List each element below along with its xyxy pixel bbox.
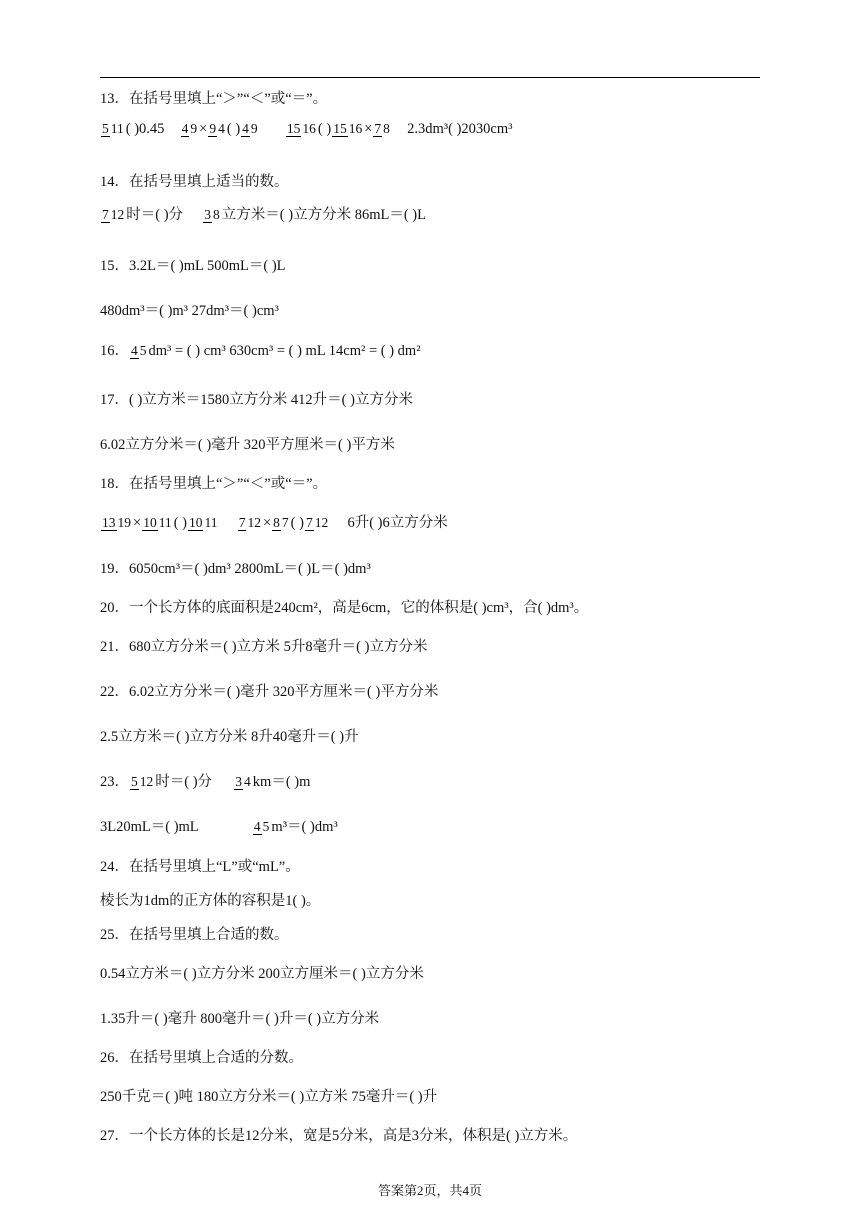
question-17-row-1: 17．( )立方米＝1580立方分米 412升＝( )立方分米 [100,391,413,408]
fraction: 5 12 [131,774,154,790]
question-19-row: 19．6050cm³＝( )dm³ 2800mL＝( )L＝( )dm³ [100,560,371,577]
fraction: 5 11 [102,121,124,137]
question-25-row-1: 0.54立方米＝( )立方分米 200立方厘米＝( )立方分米 [100,965,424,982]
fraction: 4 9 [181,121,198,137]
fraction: 7 12 [102,207,125,223]
question-18-title: 18．在括号里填上“＞”“＜”或“＝”。 [100,475,328,492]
fraction: 4 5 [253,819,270,835]
question-26-row: 250千克＝( )吨 180立方分米＝( )立方米 75毫升＝( )升 [100,1088,438,1105]
fraction: 10 11 [188,515,218,531]
fraction: 15 16 [333,121,363,137]
question-23-row-1: 23． 5 12 时＝( )分 3 4 km＝( )m [100,773,311,790]
fraction: 7 12 [305,515,329,531]
question-27-row: 27．一个长方体的长是12分米，宽是5分米，高是3分米，体积是( )立方米。 [100,1127,578,1144]
question-22-row-1: 22．6.02立方分米＝( )毫升 320平方厘米＝( )平方分米 [100,683,439,700]
fraction: 13 19 [102,515,131,531]
question-17-row-2: 6.02立方分米＝( )毫升 320平方厘米＝( )平方米 [100,436,395,453]
fraction: 4 9 [242,121,258,137]
page-footer: 答案第2页，共4页 [377,1183,482,1198]
fraction: 3 4 [235,774,251,790]
fraction: 9 4 [209,121,225,137]
question-20-row: 20．一个长方体的底面积是240cm²，高是6cm，它的体积是( )cm³，合( )dm³。 [100,599,589,616]
fraction: 7 8 [374,121,390,137]
blank-text: ( )0.45 [125,120,165,137]
fraction: 8 7 [273,515,289,531]
question-25-row-2: 1.35升＝( )毫升 800毫升＝( )升＝( )立方分米 [100,1010,380,1027]
fraction: 7 12 [238,515,261,531]
question-16-row: 16． 4 5 dm³ = ( ) cm³ 630cm³ = ( ) mL 14cm² = ( ) dm² [100,342,421,359]
blank-text: ( ) [317,120,332,137]
question-24-row: 棱长为1dm的正方体的容积是1( )。 [100,892,321,909]
question-21-row: 21．680立方分米＝( )立方米 5升8毫升＝( )立方分米 [100,638,428,655]
question-26-title: 26．在括号里填上合适的分数。 [100,1049,303,1066]
blank-text: ( ) [226,120,241,137]
question-18-row: 13 19 × 10 11 ( ) 10 11 7 12 × 8 7 ( ) 7 12 6升( )6立方分米 [102,514,448,531]
fraction: 3 8 [204,207,220,223]
question-15-row-2: 480dm³＝( )m³ 27dm³＝( )cm³ [100,302,279,319]
question-13-row: 5 11 ( )0.45 4 9 × 9 4 ( ) 4 9 15 16 ( ) 15 16 × 7 8 2.3dm³( )2030cm³ [102,120,513,137]
question-14-row: 7 12 时＝( )分 3 8 立方米＝( )立方分米 86mL＝( )L [102,206,426,223]
question-25-title: 25．在括号里填上合适的数。 [100,926,289,943]
question-24-title: 24．在括号里填上“L”或“mL”。 [100,858,300,875]
question-22-row-2: 2.5立方米＝( )立方分米 8升40毫升＝( )升 [100,728,359,745]
question-14-title: 14．在括号里填上适当的数。 [100,173,289,190]
fraction: 4 5 [131,343,147,359]
question-15-row-1: 15．3.2L＝( )mL 500mL＝( )L [100,257,286,274]
fraction: 15 16 [286,121,316,137]
question-23-row-2: 3L20mL＝( )mL 4 5 m³＝( )dm³ [100,818,338,835]
fraction: 10 11 [143,515,172,531]
header-rule [100,77,760,78]
question-13-title: 13．在括号里填上“＞”“＜”或“＝”。 [100,90,328,107]
blank-text: 2.3dm³( )2030cm³ [407,120,513,137]
